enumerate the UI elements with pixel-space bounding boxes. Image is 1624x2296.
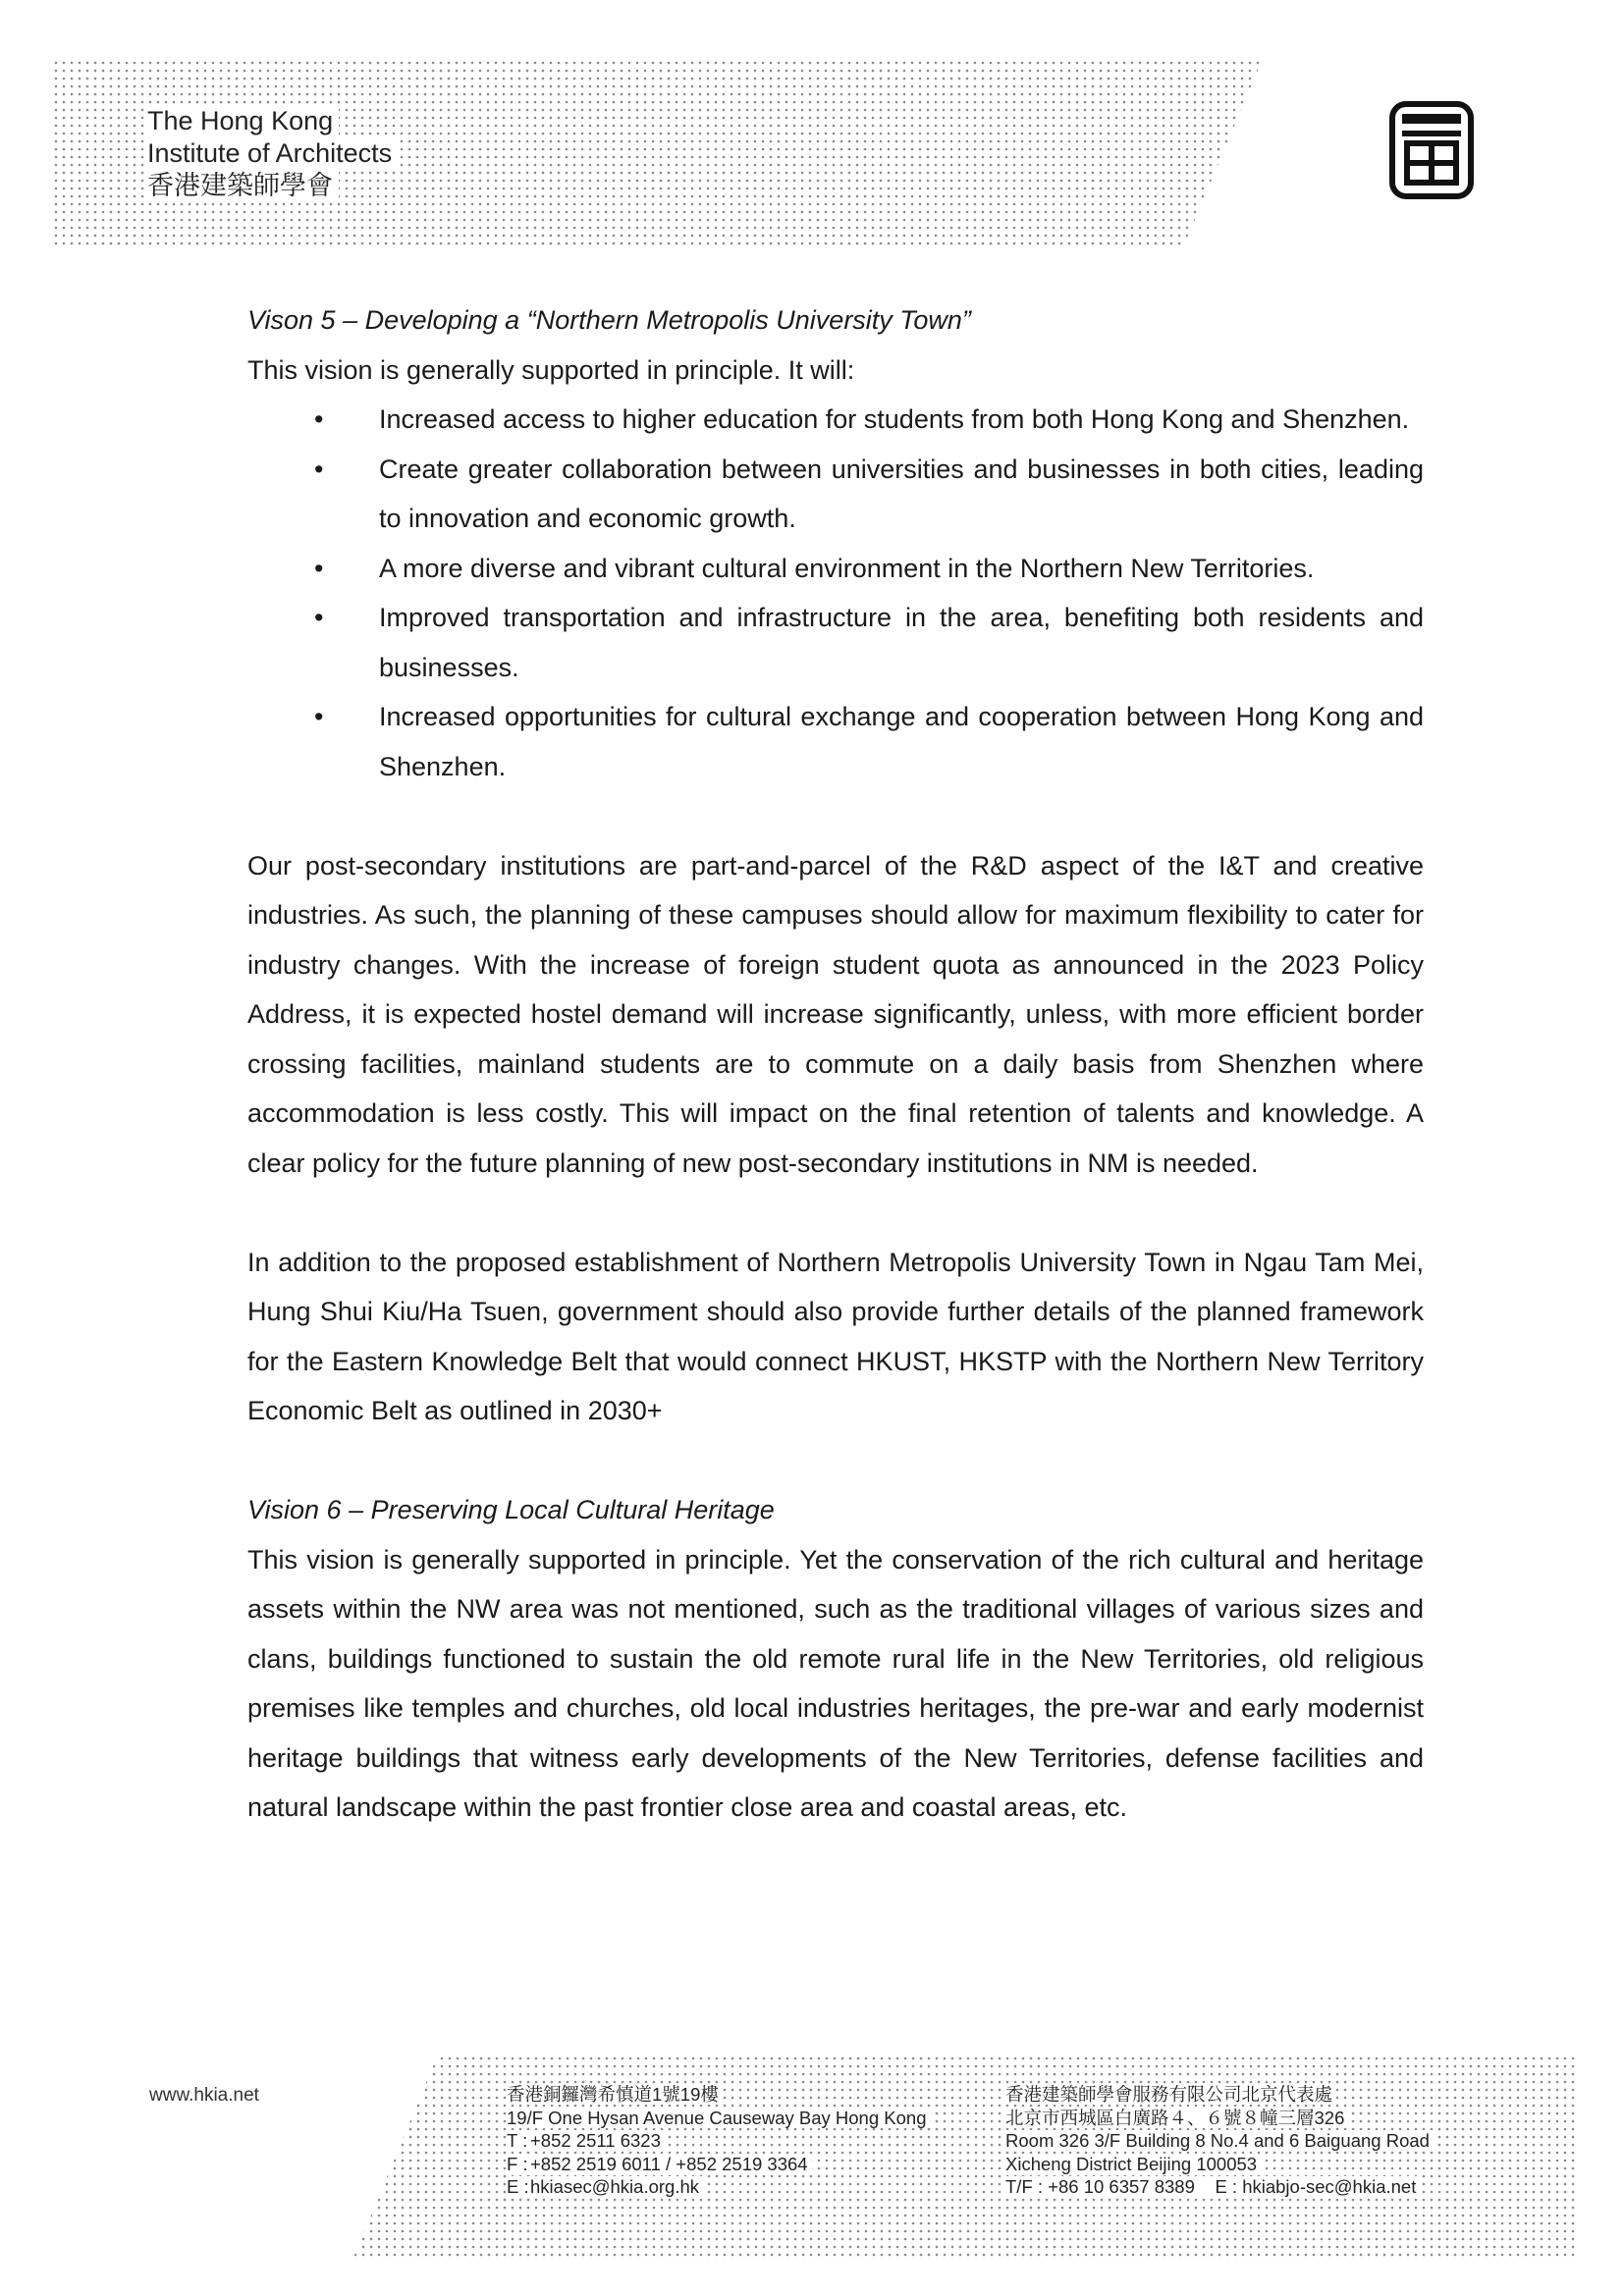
bullet-icon: • bbox=[314, 553, 324, 583]
org-logo-text bbox=[147, 105, 398, 202]
bj-tel-label: T/F : bbox=[1005, 2176, 1044, 2197]
bj-tel: +86 10 6357 8389 bbox=[1048, 2176, 1195, 2197]
list-item: • Increased access to higher education for students from both Hong Kong and Shenzhen. bbox=[247, 395, 1424, 445]
bj-address-english-1: Room 326 3/F Building 8 No.4 and 6 Baiguang Road bbox=[1005, 2130, 1434, 2151]
bj-address-english-2: Xicheng District Beijing 100053 bbox=[1005, 2154, 1261, 2174]
website-link[interactable]: www.hkia.net bbox=[149, 2085, 259, 2106]
vision6-heading: Vision 6 – Preserving Local Cultural Heritage bbox=[247, 1495, 775, 1524]
document-body bbox=[247, 295, 1424, 1833]
org-name-chinese: 香港建築師學會 bbox=[147, 170, 339, 202]
hk-office-contact bbox=[507, 2083, 930, 2199]
org-name-line1: The Hong Kong bbox=[147, 105, 339, 137]
hk-email[interactable]: hkiasec@hkia.org.hk bbox=[530, 2176, 700, 2197]
email-label: E : bbox=[507, 2176, 529, 2197]
fax-label: F : bbox=[507, 2153, 528, 2174]
bj-address-chinese: 北京市西城區白廣路４、６號８幢三層326 bbox=[1005, 2108, 1348, 2128]
vision5-paragraph-1: Our post-secondary institutions are part-and-parcel of the R&D aspect of the I&T and creative industries. As such, the planning of these campuses should allow for maximum flexibility to cater for industry changes. With the increase of foreign student quota as announced in the 2023 Policy Address, it is expected hostel demand will increase significantly, unless, with more efficient border crossing facilities, mainland students are to commute on a daily basis from Shenzhen where accommodation is less costly. This will impact on the final retention of talents and knowledge. A clear policy for the future planning of new post-secondary institutions in NM is needed. bbox=[247, 850, 1424, 1178]
hk-address-chinese: 香港銅鑼灣希慎道1號19樓 bbox=[507, 2084, 723, 2105]
bj-email[interactable]: hkiabjo-sec@hkia.net bbox=[1242, 2176, 1417, 2197]
hkia-seal-icon bbox=[1389, 101, 1474, 199]
bj-office-name: 香港建築師學會服務有限公司北京代表處 bbox=[1005, 2084, 1336, 2105]
vision5-heading: Vison 5 – Developing a “Northern Metropolis University Town” bbox=[247, 305, 971, 335]
bullet-icon: • bbox=[314, 404, 324, 434]
list-item: • Improved transportation and infrastructure in the area, benefiting both residents and businesses. bbox=[247, 593, 1424, 692]
tel-label: T : bbox=[507, 2130, 528, 2151]
org-name-line2: Institute of Architects bbox=[147, 137, 398, 170]
beijing-office-contact bbox=[1005, 2083, 1434, 2199]
list-item: • A more diverse and vibrant cultural environment in the Northern New Territories. bbox=[247, 544, 1424, 594]
bullet-icon: • bbox=[314, 603, 324, 632]
list-item: • Increased opportunities for cultural exchange and cooperation between Hong Kong and Shenzhen. bbox=[247, 692, 1424, 791]
vision6-paragraph: This vision is generally supported in principle. Yet the conservation of the rich cultural and heritage assets within the NW area was not mentioned, such as the traditional villages of various sizes and clans, buildings functioned to sustain the old remote rural life in the New Territories, old religious premises like temples and churches, old local industries heritages, the pre-war and early modernist heritage buildings that witness early developments of the New Territories, defense facilities and natural landscape within the past frontier close area and coastal areas, etc. bbox=[247, 1544, 1424, 1822]
vision5-bullet-list bbox=[247, 395, 1424, 791]
bullet-icon: • bbox=[314, 454, 324, 484]
hk-fax: +852 2519 6011 / +852 2519 3364 bbox=[530, 2153, 808, 2174]
hk-tel: +852 2511 6323 bbox=[530, 2130, 661, 2151]
hk-address-english: 19/F One Hysan Avenue Causeway Bay Hong Kong bbox=[507, 2108, 930, 2128]
list-item: • Create greater collaboration between universities and businesses in both cities, leading to innovation and economic growth. bbox=[247, 445, 1424, 544]
bj-email-label: E : bbox=[1215, 2176, 1238, 2197]
vision5-intro: This vision is generally supported in principle. It will: bbox=[247, 354, 855, 385]
bullet-icon: • bbox=[314, 702, 324, 731]
vision5-paragraph-2: In addition to the proposed establishment of Northern Metropolis University Town in Ngau Tam Mei, Hung Shui Kiu/Ha Tsuen, government should also provide further details of the planned framework for the Eastern Knowledge Belt that would connect HKUST, HKSTP with the Northern New Territory Economic Belt as outlined in 2030+ bbox=[247, 1247, 1424, 1425]
